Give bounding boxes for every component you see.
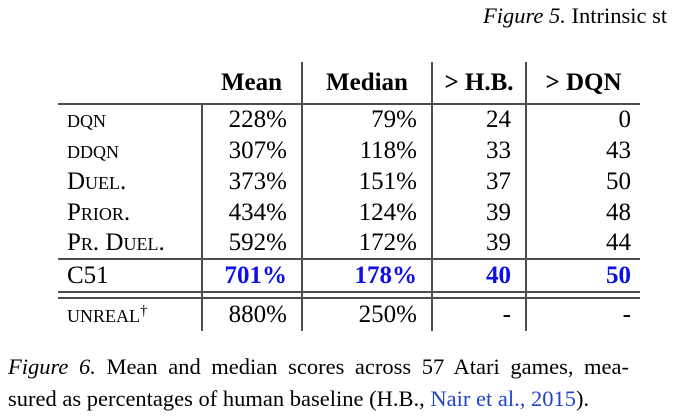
cell-gt-hb: 39	[432, 228, 526, 259]
row-label: Duel.	[67, 167, 127, 195]
cell-mean: 307%	[228, 136, 287, 164]
row-label-cell	[58, 135, 202, 166]
table-row-prior	[58, 197, 640, 228]
row-label: unreal	[67, 301, 140, 328]
cell-gt-hb: 40	[432, 259, 526, 292]
table-row-duel	[58, 166, 640, 197]
col-header-mean: Mean	[202, 62, 302, 104]
row-label: dqn	[67, 106, 106, 133]
cell-gt-hb: 37	[432, 166, 526, 197]
caption-text-3: ).	[575, 386, 590, 411]
header-blank-cell	[58, 62, 202, 104]
cell-median: 172%	[302, 228, 432, 259]
figure5-label: Figure 5.	[483, 3, 566, 28]
cell-median: 79%	[302, 104, 432, 135]
row-label-cell	[58, 197, 202, 228]
cell-median: 124%	[302, 197, 432, 228]
cell-gt-dqn: 0	[526, 104, 640, 135]
cell-gt-hb: 33	[432, 135, 526, 166]
cell-mean: 592%	[228, 229, 287, 256]
row-label: Prior.	[67, 198, 131, 226]
cell-mean: 373%	[228, 167, 287, 195]
table-row-pr-duel	[58, 228, 640, 259]
figure5-caption-fragment	[483, 3, 667, 29]
cell-gt-dqn: -	[526, 298, 640, 331]
cell-median: 178%	[302, 259, 432, 292]
cell-gt-dqn: 50	[526, 166, 640, 197]
dagger-footnote-mark: †	[140, 303, 148, 319]
cell-mean: 228%	[228, 106, 287, 133]
cell-gt-dqn: 48	[526, 197, 640, 228]
row-label: ddqn	[67, 136, 119, 164]
cell-gt-dqn: 43	[526, 135, 640, 166]
caption-line-1	[8, 351, 629, 383]
atari-results-table	[58, 62, 640, 331]
caption-line-2	[8, 383, 629, 415]
table-row-dqn	[58, 104, 640, 135]
col-header-gt-hb: > H.B.	[432, 62, 526, 104]
figure6-label: Figure 6.	[8, 354, 96, 379]
col-header-median: Median	[302, 62, 432, 104]
table-row-c51-highlight	[58, 259, 640, 292]
cell-median: 151%	[302, 166, 432, 197]
figure6-caption	[8, 351, 629, 415]
cell-median: 250%	[302, 298, 432, 331]
cell-mean: 434%	[228, 198, 287, 226]
row-label-cell	[58, 259, 202, 292]
cell-gt-hb: 39	[432, 197, 526, 228]
table-row-unreal	[58, 298, 640, 331]
row-label-cell	[58, 104, 202, 135]
cell-median: 118%	[302, 135, 432, 166]
caption-text-2: sured as percentages of human baseline (H.B.,	[8, 386, 431, 411]
table-row-ddqn	[58, 135, 640, 166]
citation-link-nair-2015[interactable]: Nair et al., 2015	[430, 386, 576, 411]
cell-gt-hb: -	[432, 298, 526, 331]
cell-gt-dqn: 44	[526, 228, 640, 259]
cell-gt-dqn: 50	[526, 259, 640, 292]
caption-text-1: Mean and median scores across 57 Atari games, mea-	[106, 354, 629, 379]
row-label: Pr. Duel.	[67, 229, 165, 256]
row-label: C51	[67, 261, 109, 289]
cell-mean: 701%	[202, 259, 302, 292]
cell-mean: 880%	[228, 301, 287, 328]
row-label-cell	[58, 228, 202, 259]
figure5-text: Intrinsic st	[571, 3, 668, 28]
row-label-cell	[58, 298, 202, 331]
row-label-cell	[58, 166, 202, 197]
table-header-row	[58, 62, 640, 104]
cell-gt-hb: 24	[432, 104, 526, 135]
col-header-gt-dqn: > DQN	[526, 62, 640, 104]
